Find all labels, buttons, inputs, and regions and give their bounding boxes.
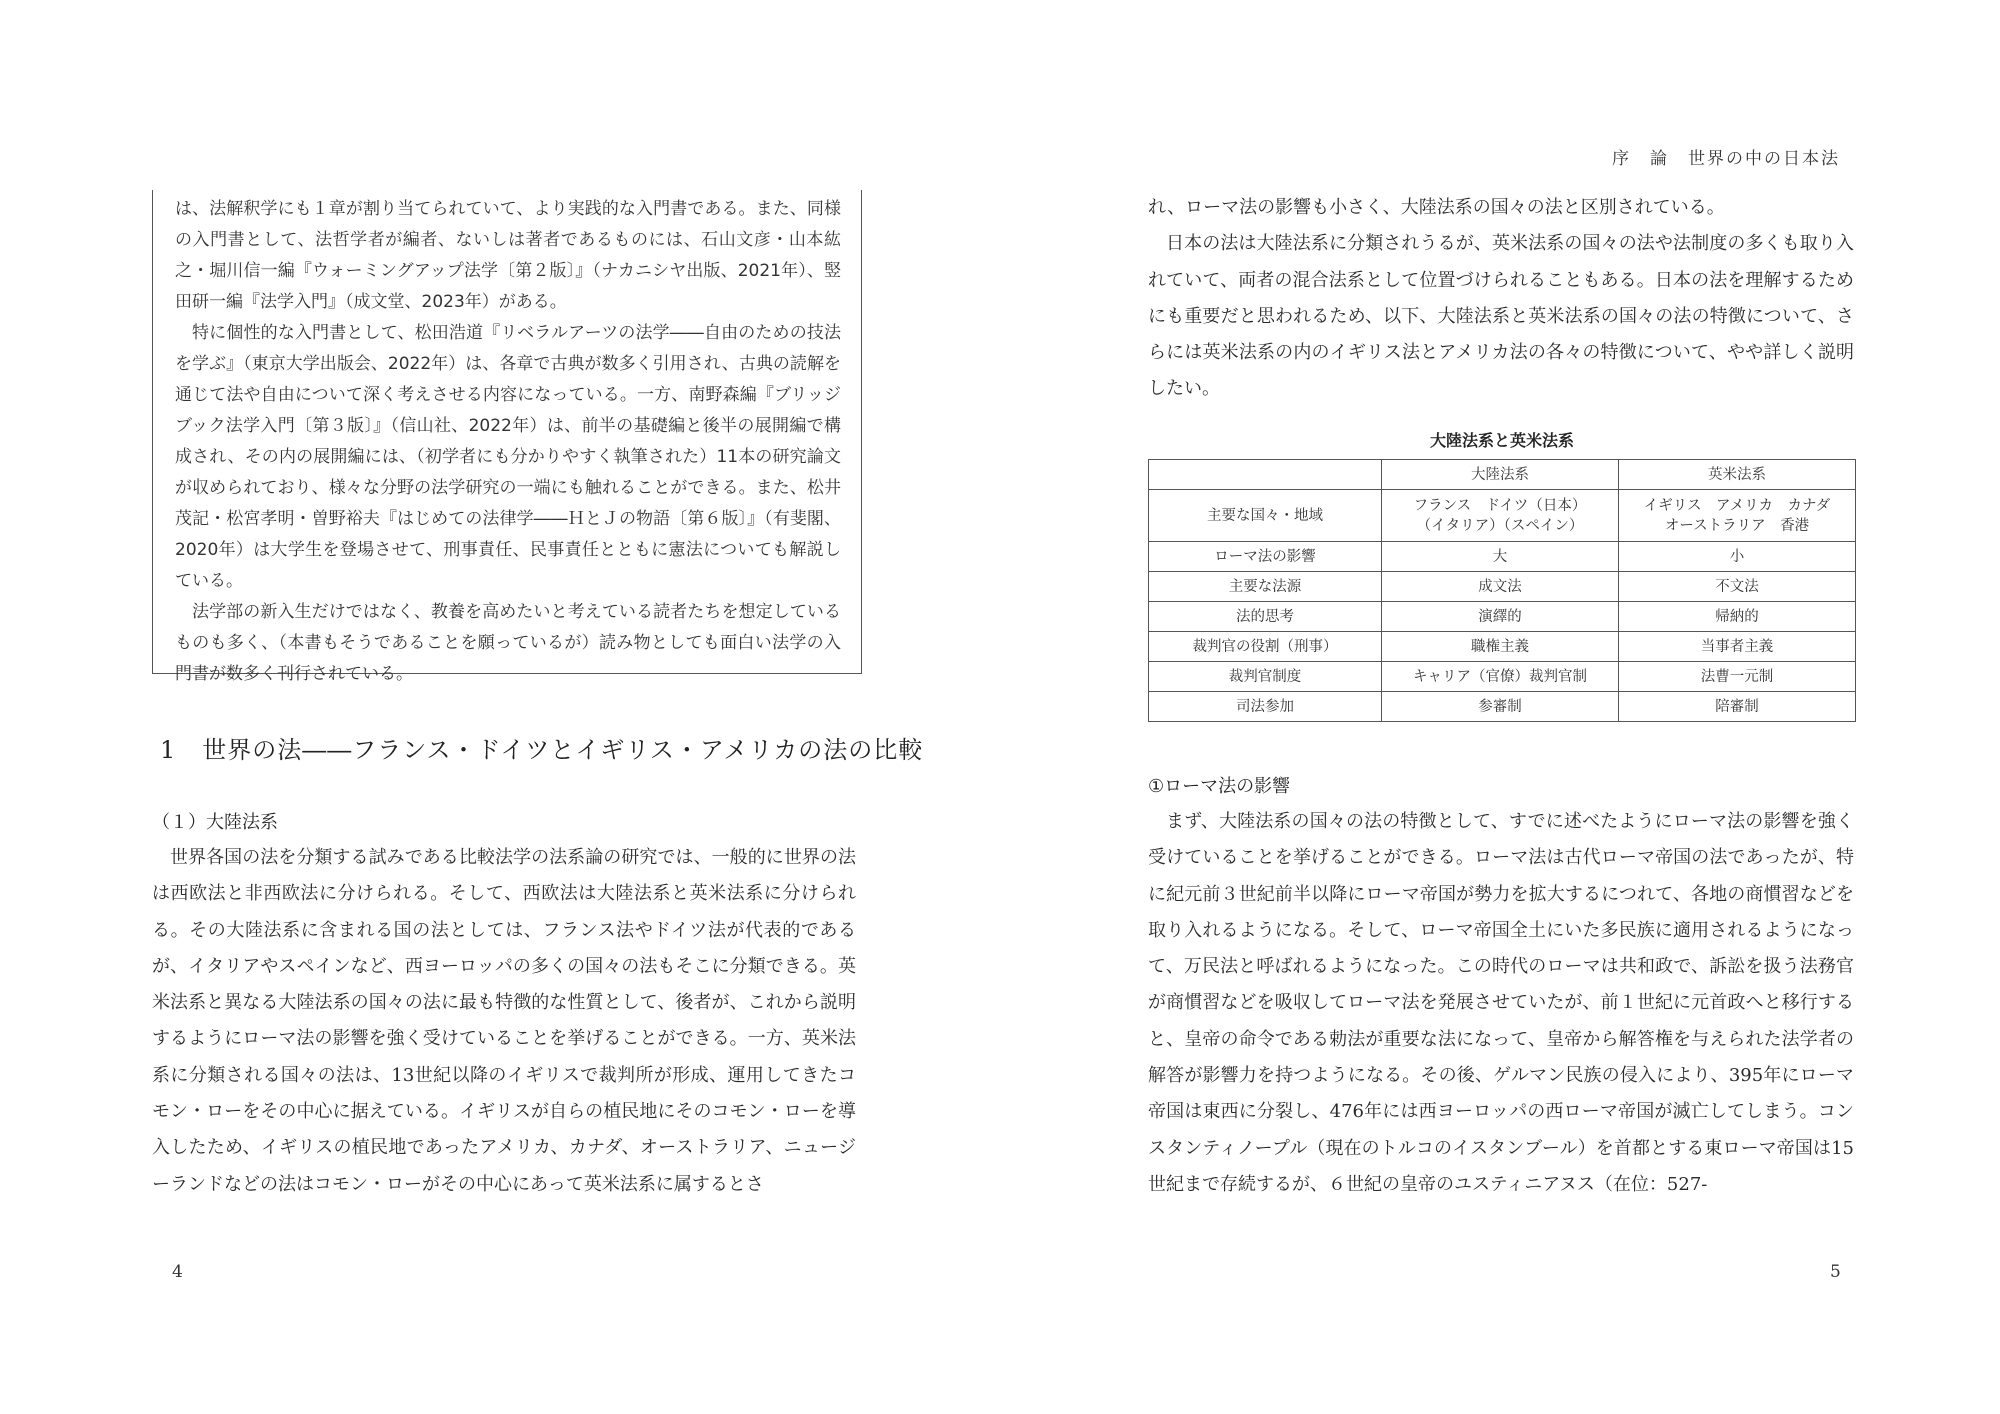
table-row xyxy=(1149,572,1856,602)
boxed-note-paragraph: は、法解釈学にも１章が割り当てられていて、より実践的な入門書である。また、同様の入門書として、法哲学者が編者、ないしは著者であるものには、石山文彦・山本紘之・堀川信一編『ウォーミングアップ法学〔第２版〕』（ナカニシヤ出版、2021年）、竪田研一編『法学入門』（成文堂、2023年）がある。 xyxy=(175,199,841,312)
table-cell xyxy=(1382,490,1619,542)
section-title: 世界の法――フランス・ドイツとイギリス・アメリカの法の比較 xyxy=(202,736,924,764)
table-cell xyxy=(1619,490,1856,542)
table-cell: 職権主義 xyxy=(1382,632,1619,662)
table-row xyxy=(1149,662,1856,692)
cell-line: フランス ドイツ（日本） xyxy=(1413,497,1587,514)
table-header-row xyxy=(1149,460,1856,490)
table-row xyxy=(1149,632,1856,662)
table-cell: キャリア（官僚）裁判官制 xyxy=(1382,662,1619,692)
table-cell: 大 xyxy=(1382,542,1619,572)
table-cell: 陪審制 xyxy=(1619,692,1856,722)
page-number: 5 xyxy=(1830,1262,1841,1282)
table-row xyxy=(1149,542,1856,572)
table-cell: 小 xyxy=(1619,542,1856,572)
row-label: 主要な国々・地域 xyxy=(1149,490,1382,542)
table-row xyxy=(1149,490,1856,542)
cell-line: （イタリア）（スペイン） xyxy=(1416,517,1584,534)
row-label: 主要な法源 xyxy=(1149,572,1382,602)
table-row xyxy=(1149,602,1856,632)
table-header-cell xyxy=(1149,460,1382,490)
table-cell: 演繹的 xyxy=(1382,602,1619,632)
intro-text xyxy=(1148,190,1854,408)
table-header-cell: 大陸法系 xyxy=(1382,460,1619,490)
cell-line: イギリス アメリカ カナダ xyxy=(1643,497,1831,514)
subsection-heading: （１）大陸法系 xyxy=(152,812,278,833)
table-cell: 不文法 xyxy=(1619,572,1856,602)
right-page xyxy=(1000,0,2000,1414)
row-label: 裁判官制度 xyxy=(1149,662,1382,692)
table-cell: 帰納的 xyxy=(1619,602,1856,632)
boxed-note-paragraph: 法学部の新入生だけではなく、教養を高めたいと考えている読者たちを想定しているものも多く、（本書もそうであることを願っているが）読み物としても面白い法学の入門書が数多く刊行されている。 xyxy=(175,602,841,684)
body-paragraph: 日本の法は大陸法系に分類されうるが、英米法系の国々の法や法制度の多くも取り入れていて、両者の混合法系として位置づけられることもある。日本の法を理解するためにも重要だと思われるため、以下、大陸法系と英米法系の国々の法の特徴について、さらには英米法系の内のイギリス法とアメリカ法の各々の特徴について、やや詳しく説明したい。 xyxy=(1148,233,1854,400)
table-cell: 参審制 xyxy=(1382,692,1619,722)
body-paragraph: 世界各国の法を分類する試みである比較法学の法系論の研究では、一般的に世界の法は西欧法と非西欧法に分けられる。そして、西欧法は大陸法系と英米法系に分けられる。その大陸法系に含まれる国の法としては、フランス法やドイツ法が代表的であるが、イタリアやスペインなど、西ヨーロッパの多くの国々の法もそこに分類できる。英米法系と異なる大陸法系の国々の法に最も特徴的な性質として、後者が、これから説明するようにローマ法の影響を強く受けていることを挙げることができる。一方、英米法系に分類される国々の法は、13世紀以降のイギリスで裁判所が形成、運用してきたコモン・ローをその中心に据えている。イギリスが自らの植民地にそのコモン・ローを導入したため、イギリスの植民地であったアメリカ、カナダ、オーストラリア、ニュージーランドなどの法はコモン・ローがその中心にあって英米法系に属するとさ xyxy=(152,847,856,1195)
body-paragraph: れ、ローマ法の影響も小さく、大陸法系の国々の法と区別されている。 xyxy=(1148,197,1725,218)
section-heading xyxy=(160,730,923,765)
row-label: ローマ法の影響 xyxy=(1149,542,1382,572)
table-cell: 当事者主義 xyxy=(1619,632,1856,662)
running-head: 序 論 世界の中の日本法 xyxy=(1612,149,1840,169)
row-label: 法的思考 xyxy=(1149,602,1382,632)
row-label: 司法参加 xyxy=(1149,692,1382,722)
table-cell: 成文法 xyxy=(1382,572,1619,602)
body-paragraph: まず、大陸法系の国々の法の特徴として、すでに述べたようにローマ法の影響を強く受けていることを挙げることができる。ローマ法は古代ローマ帝国の法であったが、特に紀元前３世紀前半以降にローマ帝国が勢力を拡大するにつれて、各地の商慣習などを取り入れるようになる。そして、ローマ帝国全土にいた多民族に適用されるようになって、万民法と呼ばれるようになった。この時代のローマは共和政で、訴訟を扱う法務官が商慣習などを吸収してローマ法を発展させていたが、前１世紀に元首政へと移行すると、皇帝の命令である勅法が重要な法になって、皇帝から解答権を与えられた法学者の解答が影響力を持つようになる。その後、ゲルマン民族の侵入により、395年にローマ帝国は東西に分裂し、476年には西ヨーロッパの西ローマ帝国が滅亡してしまう。コンスタンティノープル（現在のトルコのイスタンブール）を首都とする東ローマ帝国は15世紀まで存続するが、６世紀の皇帝のユスティニアヌス（在位：527- xyxy=(1148,811,1854,1195)
row-label: 裁判官の役割（刑事） xyxy=(1149,632,1382,662)
table-row xyxy=(1149,692,1856,722)
subsection-heading: ①ローマ法の影響 xyxy=(1148,776,1291,797)
comparison-table xyxy=(1148,459,1856,722)
table-cell: 法曹一元制 xyxy=(1619,662,1856,692)
cell-line: オーストラリア 香港 xyxy=(1664,517,1810,534)
boxed-note xyxy=(152,190,862,684)
table-header-cell: 英米法系 xyxy=(1619,460,1856,490)
boxed-note-paragraph: 特に個性的な入門書として、松田浩道『リベラルアーツの法学――自由のための技法を学ぶ』（東京大学出版会、2022年）は、各章で古典が数多く引用され、古典の読解を通じて法や自由について深く考えさせる内容になっている。一方、南野森編『ブリッジブック法学入門〔第３版〕』（信山社、2022年）は、前半の基礎編と後半の展開編で構成され、その内の展開編には、（初学者にも分かりやすく執筆された）11本の研究論文が収められており、様々な分野の法学研究の一端にも触れることができる。また、松井茂記・松宮孝明・曽野裕夫『はじめての法律学――ＨとＪの物語〔第６版〕』（有斐閣、2020年）は大学生を登場させて、刑事責任、民事責任とともに憲法についても解説している。 xyxy=(175,323,841,591)
table-title: 大陸法系と英米法系 xyxy=(1429,431,1574,450)
section-number: 1 xyxy=(160,736,177,764)
page-number: 4 xyxy=(172,1262,183,1282)
comparison-table-block xyxy=(1148,428,1856,722)
